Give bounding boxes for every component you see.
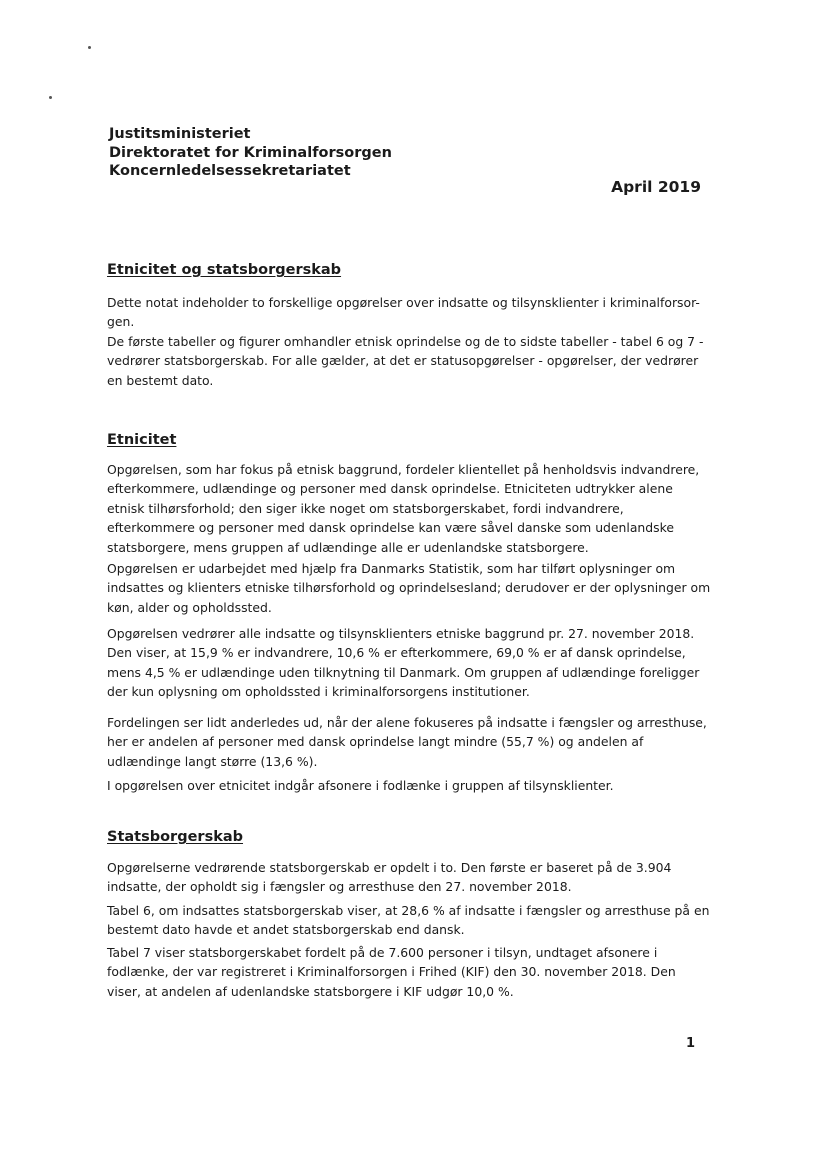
text-line: viser, at andelen af udenlandske statsborgere i KIF udgør 10,0 %. [107,983,514,999]
text-line: der kun oplysning om opholdssted i kriminalforsorgens institutioner. [107,684,530,700]
text-line: Dette notat indeholder to forskellige opgørelser over indsatte og tilsynsklienter i kriminalforsor- [107,295,700,310]
text-line: gen. [107,314,135,330]
paragraph [107,559,711,617]
text-line: Opgørelsen vedrører alle indsatte og tilsynsklienters etniske baggrund pr. 27. november 2018. [107,626,695,641]
paragraph [107,624,707,702]
text-line: indsatte, der opholdt sig i fængsler og arresthuse den 27. november 2018. [107,879,572,895]
letterhead-line-ministry: Justitsministeriet [109,126,251,142]
letterhead [109,125,392,181]
scan-speck [49,96,52,99]
text-line: Opgørelsen er udarbejdet med hjælp fra Danmarks Statistik, som har tilført oplysninger om [107,561,676,576]
letterhead-line-directorate: Direktoratet for Kriminalforsorgen [109,144,392,161]
text-line: fodlænke, der var registreret i Kriminalforsorgen i Frihed (KIF) den 30. november 2018. Den [107,964,676,980]
text-line: en bestemt dato. [107,372,214,388]
section-heading-statsborgerskab: Statsborgerskab [107,829,244,845]
page-number: 1 [686,1036,696,1051]
text-line: Tabel 7 viser statsborgerskabet fordelt på de 7.600 personer i tilsyn, undtaget afsonere i [107,945,658,960]
paragraph [107,293,707,390]
text-line: her er andelen af personer med dansk oprindelse langt mindre (55,7 %) og andelen af [107,734,644,750]
text-line: bestemt dato havde et andet statsborgerskab end dansk. [107,922,465,938]
text-line: etnisk tilhørsforhold; den siger ikke noget om statsborgerskabet, fordi indvandrere, [107,500,624,516]
text-line: Opgørelserne vedrørende statsborgerskab er opdelt i to. Den første er baseret på de 3.904 [107,860,672,875]
paragraph [107,858,707,897]
text-line: efterkommere og personer med dansk oprindelse kan være såvel danske som udenlandske [107,520,674,536]
paragraph [107,776,707,795]
text-line: Opgørelsen, som har fokus på etnisk baggrund, fordeler klientellet på henholdsvis indvandrere, [107,462,700,477]
section-heading-etnicitet-statsborgerskab: Etnicitet og statsborgerskab [107,262,342,278]
text-line: Tabel 6, om indsattes statsborgerskab viser, at 28,6 % af indsatte i fængsler og arresthuse på en [107,903,710,918]
text-line: vedrører statsborgerskab. For alle gælder, at det er statusopgørelser - opgørelser, der vedrører [107,353,699,369]
paragraph [107,460,707,557]
text-line: udlændinge langt større (13,6 %). [107,753,318,769]
text-line: De første tabeller og figurer omhandler etnisk oprindelse og de to sidste tabeller - tabel 6 og 7 - [107,333,704,349]
paragraph [107,901,710,940]
text-line: statsborgere, mens gruppen af udlændinge alle er udenlandske statsborgere. [107,539,589,555]
text-line: Den viser, at 15,9 % er indvandrere, 10,6 % er efterkommere, 69,0 % er af dansk oprindelse, [107,645,686,661]
document-date: April 2019 [611,178,701,196]
paragraph [107,713,707,771]
scan-speck [88,46,91,49]
section-heading-etnicitet: Etnicitet [107,432,177,448]
letterhead-line-secretariat: Koncernledelsessekretariatet [109,163,351,179]
text-line: I opgørelsen over etnicitet indgår afsonere i fodlænke i gruppen af tilsynsklienter. [107,778,614,793]
text-line: mens 4,5 % er udlændinge uden tilknytning til Danmark. Om gruppen af udlændinge foreligger [107,664,700,680]
paragraph [107,943,707,1001]
text-line: Fordelingen ser lidt anderledes ud, når der alene fokuseres på indsatte i fængsler og arresthuse, [107,715,707,730]
text-line: indsattes og klienters etniske tilhørsforhold og oprindelsesland; derudover er der oplysninger om [107,580,711,596]
text-line: køn, alder og opholdssted. [107,599,272,615]
text-line: efterkommere, udlændinge og personer med dansk oprindelse. Etniciteten udtrykker alene [107,481,673,497]
